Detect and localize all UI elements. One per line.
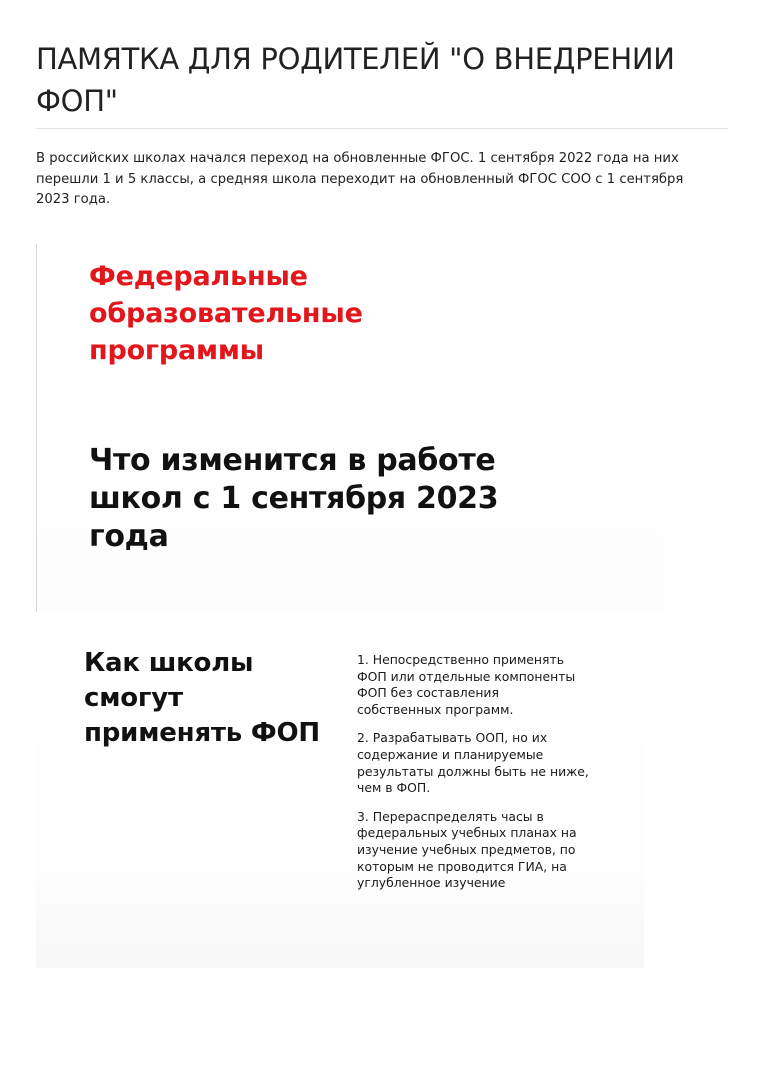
step-line: 1. Непосредственно применять — [357, 652, 564, 667]
slide-2-heading — [84, 646, 320, 751]
step-line: результаты должны быть не ниже, — [357, 763, 589, 779]
step-line: чем в ФОП. — [357, 780, 431, 796]
slide-1-heading-line: образовательные — [89, 298, 363, 329]
step-1 — [357, 652, 619, 718]
slide-1-subheading-line: Что изменится в работе — [89, 443, 496, 478]
step-line: углубленное изучение — [357, 875, 506, 891]
slide-2-heading-line: применять ФОП — [84, 718, 320, 748]
slide-1-heading — [89, 258, 363, 369]
step-3 — [357, 809, 619, 892]
step-line: 2. Разрабатывать ООП, но их — [357, 730, 548, 746]
page-title: ПАМЯТКА ДЛЯ РОДИТЕЛЕЙ "О ВНЕДРЕНИИ ФОП" — [36, 42, 675, 118]
title-divider — [36, 128, 728, 129]
step-line: 3. Перераспределять часы в — [357, 808, 544, 824]
step-line: содержание и планируемые — [357, 746, 544, 762]
step-line: собственных программ. — [357, 701, 514, 717]
step-line: которым не проводится ГИА, на — [357, 858, 567, 874]
slide-1-subheading-line: школ с 1 сентября 2023 — [89, 481, 499, 516]
step-line: федеральных учебных планах на — [357, 825, 577, 841]
slide-1-subheading — [89, 442, 498, 556]
step-2 — [357, 730, 619, 796]
slide-how-schools-apply — [36, 628, 644, 968]
step-line: ФОП или отдельные компоненты — [357, 668, 576, 684]
intro-paragraph: В российских школах начался переход на обновленные ФГОС. 1 сентября 2022 года на них перешли 1 и 5 классы, а средняя школа переходит на обновленный ФГОС СОО с 1 сентября 2023 года. — [36, 151, 684, 207]
step-line: изучение учебных предметов, по — [357, 841, 576, 857]
slide-1-heading-line: программы — [89, 335, 264, 366]
steps-list — [357, 652, 619, 904]
slide-1-subheading-line: года — [89, 519, 169, 554]
step-line: ФОП без составления — [357, 685, 499, 701]
slide-1-heading-line: Федеральные — [89, 261, 308, 292]
slide-2-heading-line: Как школы — [84, 648, 254, 678]
slide-federal-programs — [36, 244, 663, 612]
slide-2-heading-line: смогут — [84, 683, 183, 713]
